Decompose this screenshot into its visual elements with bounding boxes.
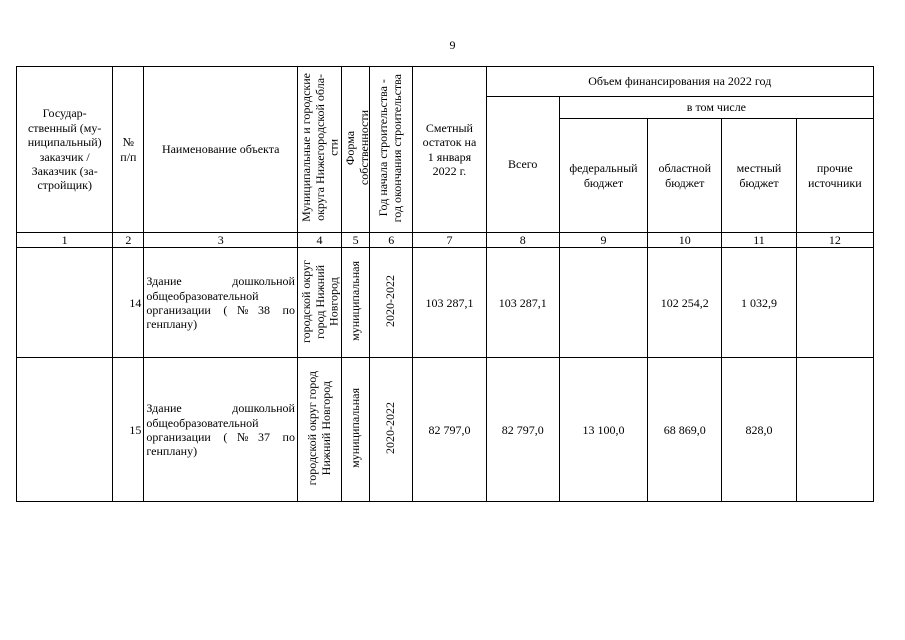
- row-municipality: городской округ город Нижний Новгород: [297, 358, 341, 502]
- column-number: 3: [144, 233, 298, 248]
- column-number: 6: [370, 233, 413, 248]
- header-estimate: Сметный остаток на 1 января 2022 г.: [413, 67, 486, 233]
- row-total: 103 287,1: [486, 248, 559, 358]
- column-number: 4: [297, 233, 341, 248]
- row-years: 2020-2022: [370, 358, 413, 502]
- column-number: 12: [796, 233, 873, 248]
- table-row: [17, 358, 874, 502]
- row-ownership: муниципальная: [342, 358, 370, 502]
- column-number: 2: [113, 233, 144, 248]
- row-object-name: Здание дошкольной общеобразовательной организации (№38 по генплану): [144, 248, 298, 358]
- header-including: в том числе: [559, 97, 873, 119]
- header-total: Всего: [486, 97, 559, 233]
- header-object-name: Наименование объекта: [144, 67, 298, 233]
- row-federal: 13 100,0: [559, 358, 647, 502]
- row-estimate: 82 797,0: [413, 358, 486, 502]
- column-number: 10: [648, 233, 722, 248]
- header-regional: областной бюджет: [648, 119, 722, 233]
- header-financing: Объем финансирования на 2022 год: [486, 67, 873, 97]
- row-local: 828,0: [722, 358, 796, 502]
- table-row: [17, 248, 874, 358]
- row-customer: [17, 248, 113, 358]
- row-number: 14: [113, 248, 144, 358]
- header-number: № п/п: [113, 67, 144, 233]
- row-years: 2020-2022: [370, 248, 413, 358]
- header-other: прочие источники: [796, 119, 873, 233]
- column-number: 9: [559, 233, 647, 248]
- header-years: Год начала строительства - год окончания строительства: [370, 67, 413, 233]
- row-local: 1 032,9: [722, 248, 796, 358]
- row-estimate: 103 287,1: [413, 248, 486, 358]
- column-number: 11: [722, 233, 796, 248]
- column-number: 8: [486, 233, 559, 248]
- column-numbers-row: [17, 233, 874, 248]
- column-number: 1: [17, 233, 113, 248]
- header-customer: Государ- ственный (му- ниципальный) заказчик / Заказчик (за- стройщик): [17, 67, 113, 233]
- financing-table: [16, 66, 874, 502]
- row-municipality: городской округ город Нижний Новгород: [297, 248, 341, 358]
- row-object-name: Здание дошкольной общеобразовательной организации (№37 по генплану): [144, 358, 298, 502]
- column-number: 5: [342, 233, 370, 248]
- column-number: 7: [413, 233, 486, 248]
- row-total: 82 797,0: [486, 358, 559, 502]
- row-number: 15: [113, 358, 144, 502]
- row-customer: [17, 358, 113, 502]
- row-regional: 102 254,2: [648, 248, 722, 358]
- row-ownership: муниципальная: [342, 248, 370, 358]
- row-other: [796, 248, 873, 358]
- page-number: 9: [449, 38, 456, 52]
- row-other: [796, 358, 873, 502]
- header-municipality: Муниципальные и городские округа Нижегородской обла- сти: [297, 67, 341, 233]
- header-federal: федеральный бюджет: [559, 119, 647, 233]
- row-regional: 68 869,0: [648, 358, 722, 502]
- header-ownership: Форма собственности: [342, 67, 370, 233]
- row-federal: [559, 248, 647, 358]
- header-local: местный бюджет: [722, 119, 796, 233]
